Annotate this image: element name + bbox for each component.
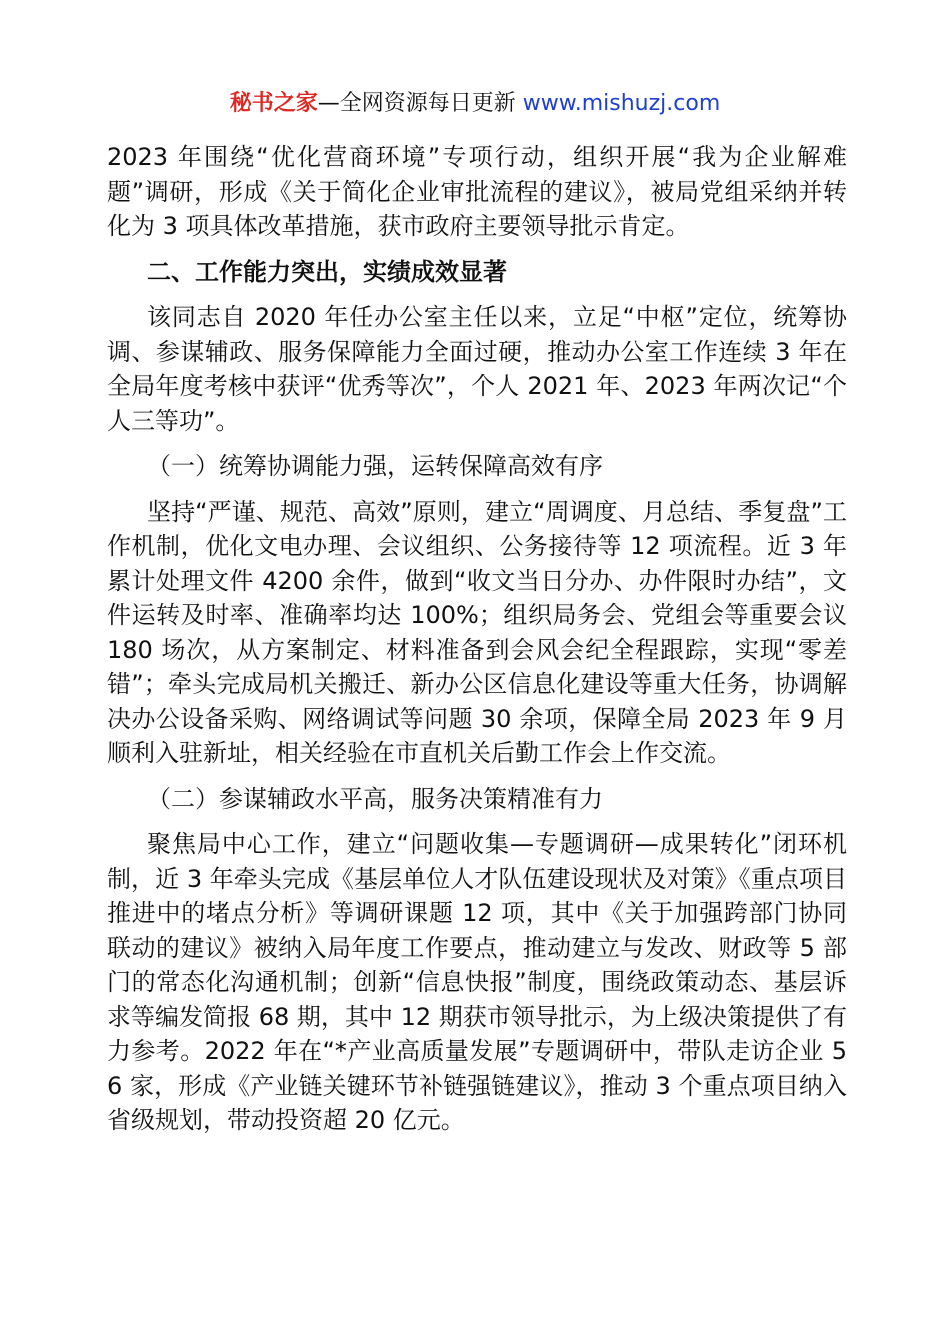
site-header (0, 88, 950, 120)
brand-name: 秘书之家 (229, 91, 318, 116)
header-tagline: —全网资源每日更新 (317, 91, 523, 116)
site-url[interactable]: www.mishuzj.com (522, 91, 721, 116)
paragraph-advisory: 聚焦局中心工作，建立“问题收集—专题调研—成果转化”闭环机制，近 3 年牵头完成《基层单位人才队伍建设现状及对策》《重点项目推进中的堵点分析》等调研课题 12 项，其中《关于加强跨部门协同联动的建议》被纳入局年度工作要点，推动建立与发改、财政等 5 部门的常态化沟通机制；创新“信息快报”制度，围绕政策动态、基层诉求等编发简报 68 期，其中 12 期获市领导批示，为上级决策提供了有力参考。2022 年在“*产业高质量发展”专题调研中，带队走访企业 56 家，形成《产业链关键环节补链强链建议》，推动 3 个重点项目纳入省级规划，带动投资超 20 亿元。 (107, 830, 847, 1134)
paragraph-section-2: 该同志自 2020 年任办公室主任以来，立足“中枢”定位，统筹协调、参谋辅政、服务保障能力全面过硬，推动办公室工作连续 3 年在全局年度考核中获评“优秀等次”，个人 2021 年、2023 年两次记“个人三等功”。 (107, 303, 847, 435)
subheading-2: （二）参谋辅政水平高，服务决策精准有力 (147, 784, 603, 813)
subheading-1: （一）统筹协调能力强，运转保障高效有序 (147, 452, 603, 480)
document-body (107, 140, 847, 1149)
paragraph-intro: 2023 年围绕“优化营商环境”专项行动，组织开展“我为企业解难题”调研，形成《关于简化企业审批流程的建议》，被局党组采纳并转化为 3 项具体改革措施，获市政府主要领导批示肯定。 (107, 143, 847, 240)
section-heading-2: 二、工作能力突出，实绩成效显著 (147, 257, 507, 286)
paragraph-coordination: 坚持“严谨、规范、高效”原则，建立“周调度、月总结、季复盘”工作机制，优化文电办理、会议组织、公务接待等 12 项流程。近 3 年累计处理文件 4200 余件，做到“收文当日分办、办件限时办结”，文件运转及时率、准确率均达 100%；组织局务会、党组会等重要会议 180 场次，从方案制定、材料准备到会风会纪全程跟踪，实现“零差错”；牵头完成局机关搬迁、新办公区信息化建设等重大任务，协调解决办公设备采购、网络调试等问题 30 余项，保障全局 2023 年 9 月顺利入驻新址，相关经验在市直机关后勤工作会上作交流。 (107, 497, 847, 767)
